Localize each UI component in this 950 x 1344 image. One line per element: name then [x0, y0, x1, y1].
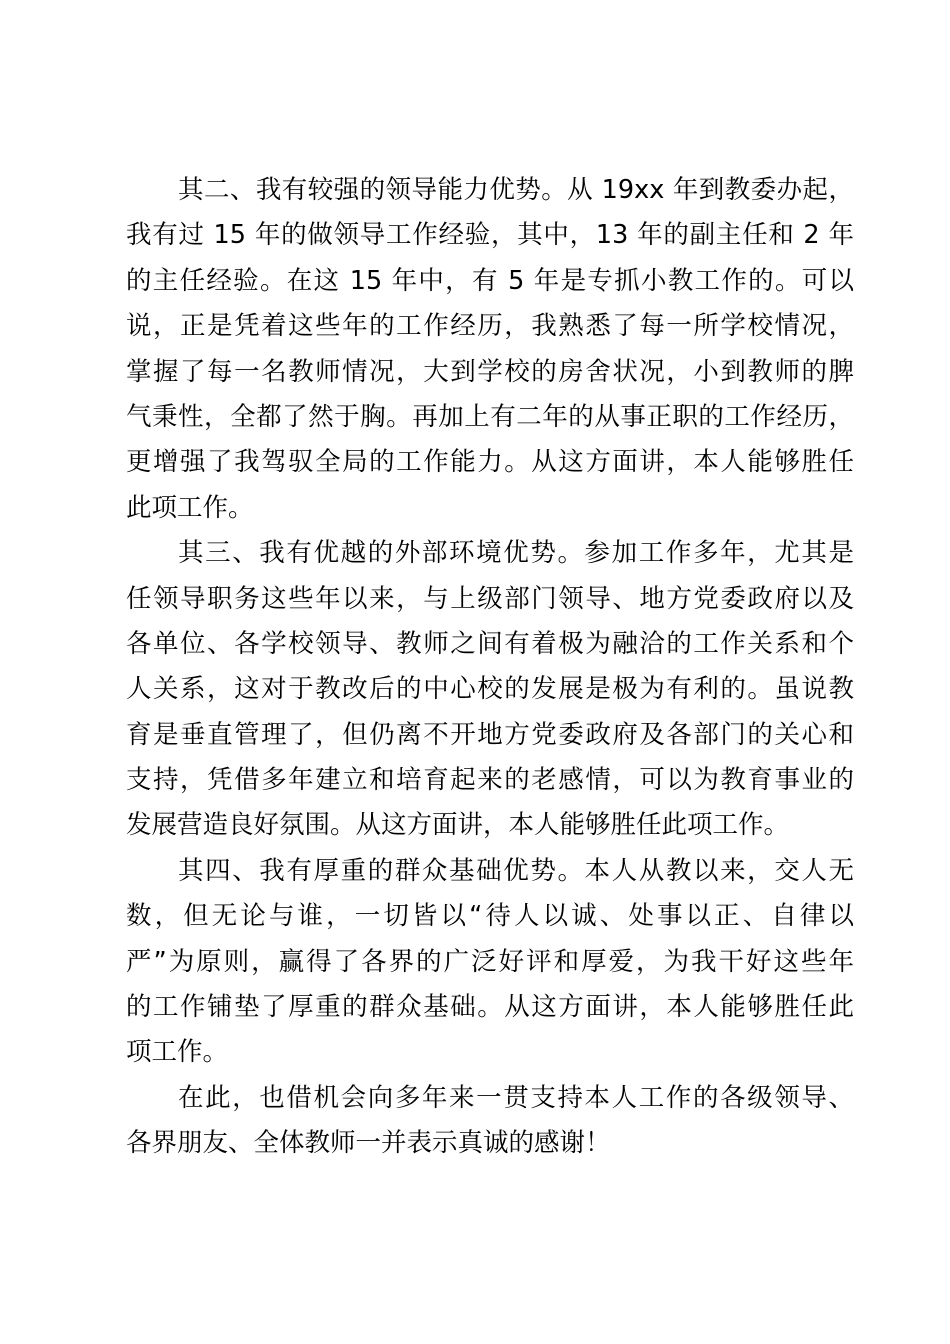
text-line: 各单位、各学校领导、教师之间有着极为融洽的工作关系和个: [126, 628, 854, 659]
text-line: 各界朋友、全体教师一并表示真诚的感谢！: [126, 1128, 611, 1159]
text-line: 支持，凭借多年建立和培育起来的老感情，可以为教育事业的: [126, 765, 854, 796]
text-line: 人关系，这对于教改后的中心校的发展是极为有利的。虽说教: [126, 674, 854, 705]
text-line: 严”为原则，赢得了各界的广泛好评和厚爱，为我干好这些年: [126, 946, 854, 977]
text-line: 气秉性，全都了然于胸。再加上有二年的从事正职的工作经历，: [126, 401, 854, 432]
text-line: 此项工作。: [126, 492, 254, 523]
paragraph-4: [126, 1076, 854, 1167]
text-line: 育是垂直管理了，但仍离不开地方党委政府及各部门的关心和: [126, 719, 854, 750]
text-line: 掌握了每一名教师情况，大到学校的房舍状况，小到教师的脾: [126, 356, 854, 387]
text-line: 在此，也借机会向多年来一贯支持本人工作的各级领导、: [178, 1082, 854, 1113]
paragraph-3: [126, 849, 854, 1076]
text-line: 说，正是凭着这些年的工作经历，我熟悉了每一所学校情况，: [126, 311, 854, 342]
text-line: 任领导职务这些年以来，与上级部门领导、地方党委政府以及: [126, 583, 854, 614]
text-line: 更增强了我驾驭全局的工作能力。从这方面讲，本人能够胜任: [126, 447, 854, 478]
document-body: [126, 168, 854, 1167]
text-line: 其二、我有较强的领导能力优势。从 19xx 年到教委办起，: [178, 175, 854, 205]
text-line: 的工作铺垫了厚重的群众基础。从这方面讲，本人能够胜任此: [126, 992, 854, 1023]
text-line: 其三、我有优越的外部环境优势。参加工作多年，尤其是: [178, 538, 854, 569]
text-line: 我有过 15 年的做领导工作经验，其中，13 年的副主任和 2 年: [126, 220, 854, 251]
text-line: 发展营造良好氛围。从这方面讲，本人能够胜任此项工作。: [126, 810, 790, 841]
paragraph-1: [126, 168, 854, 531]
paragraph-2: [126, 531, 854, 849]
text-line: 的主任经验。在这 15 年中，有 5 年是专抓小教工作的。可以: [126, 265, 854, 296]
text-line: 项工作。: [126, 1037, 229, 1068]
text-line: 数，但无论与谁，一切皆以“待人以诚、处事以正、自律以: [126, 901, 854, 932]
text-line: 其四、我有厚重的群众基础优势。本人从教以来，交人无: [178, 855, 854, 886]
